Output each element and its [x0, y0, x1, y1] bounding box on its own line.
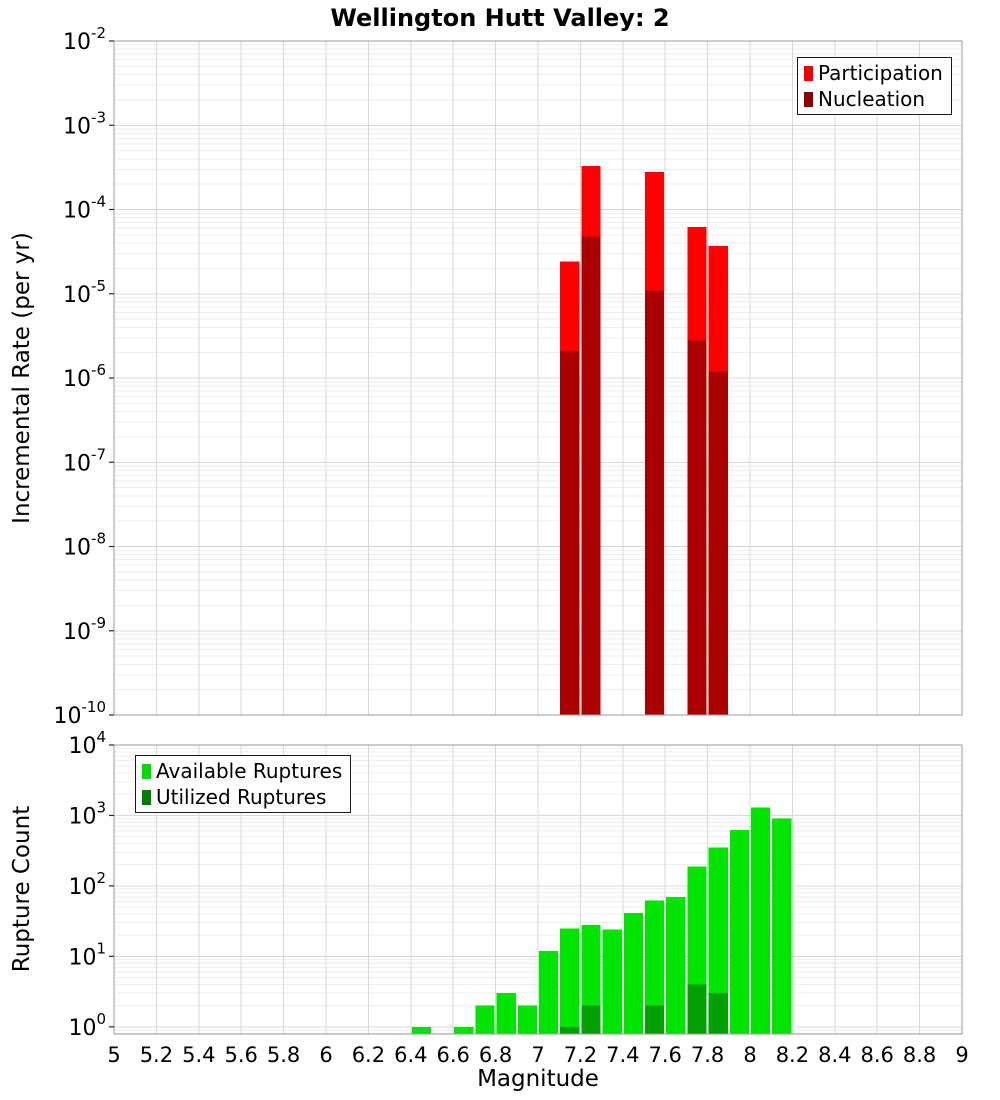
svg-text:10-10: $10^{-10}$ [53, 698, 106, 729]
utilized-ruptures-swatch-icon [142, 790, 151, 805]
svg-text:104: $10^4$ [68, 728, 106, 759]
svg-text:10-9: $10^{-9}$ [63, 613, 106, 645]
svg-text:10-7: $10^{-7}$ [63, 445, 106, 477]
svg-text:10-2: $10^{-2}$ [63, 24, 106, 55]
svg-text:6.4: 6.4 [394, 1043, 428, 1067]
svg-text:6.8: 6.8 [478, 1043, 513, 1067]
legend-item [804, 86, 943, 112]
svg-text:7.6: 7.6 [648, 1043, 682, 1067]
svg-text:5.6: 5.6 [224, 1043, 258, 1067]
svg-text:7.8: 7.8 [690, 1043, 725, 1067]
chart-title: Wellington Hutt Valley: 2 [330, 4, 670, 32]
svg-text:6.2: 6.2 [351, 1043, 386, 1067]
nucleation-swatch-icon [804, 92, 813, 107]
legend-label: Utilized Ruptures [156, 785, 327, 809]
legend-item [142, 784, 342, 810]
svg-text:5: 5 [107, 1043, 121, 1067]
svg-text:8.2: 8.2 [775, 1043, 810, 1067]
rate-y-axis-label: Incremental Rate (per yr) [9, 232, 35, 524]
svg-text:5.2: 5.2 [139, 1043, 174, 1067]
svg-text:6: 6 [319, 1043, 333, 1067]
rate-legend [797, 57, 952, 115]
svg-text:7.4: 7.4 [606, 1043, 640, 1067]
svg-text:100: $10^0$ [68, 1009, 106, 1041]
svg-text:8.4: 8.4 [818, 1043, 852, 1067]
count-y-axis-label: Rupture Count [9, 805, 35, 973]
svg-text:5.4: 5.4 [182, 1043, 216, 1067]
svg-text:103: $10^3$ [68, 798, 106, 830]
svg-text:10-3: $10^{-3}$ [63, 108, 106, 140]
x-axis-label: Magnitude [477, 1066, 599, 1092]
svg-text:9: 9 [955, 1043, 969, 1067]
svg-text:8: 8 [743, 1043, 757, 1067]
svg-text:6.6: 6.6 [436, 1043, 470, 1067]
legend-label: Participation [818, 61, 943, 85]
legend-item [142, 758, 342, 784]
svg-text:10-4: $10^{-4}$ [63, 192, 106, 224]
svg-text:5.8: 5.8 [266, 1043, 301, 1067]
svg-text:10-6: $10^{-6}$ [63, 361, 106, 392]
svg-text:8.6: 8.6 [860, 1043, 894, 1067]
legend-label: Available Ruptures [156, 759, 343, 783]
count-legend [135, 755, 351, 813]
svg-text:101: $10^1$ [68, 939, 106, 971]
svg-text:10-5: $10^{-5}$ [63, 276, 106, 308]
svg-text:10-8: $10^{-8}$ [63, 529, 106, 561]
legend-item [804, 60, 943, 86]
participation-swatch-icon [804, 66, 813, 81]
legend-label: Nucleation [818, 87, 926, 111]
available-ruptures-swatch-icon [142, 764, 151, 779]
svg-text:8.8: 8.8 [902, 1043, 937, 1067]
svg-text:7: 7 [531, 1043, 545, 1067]
svg-text:7.2: 7.2 [563, 1043, 598, 1067]
svg-text:102: $10^2$ [68, 868, 106, 900]
